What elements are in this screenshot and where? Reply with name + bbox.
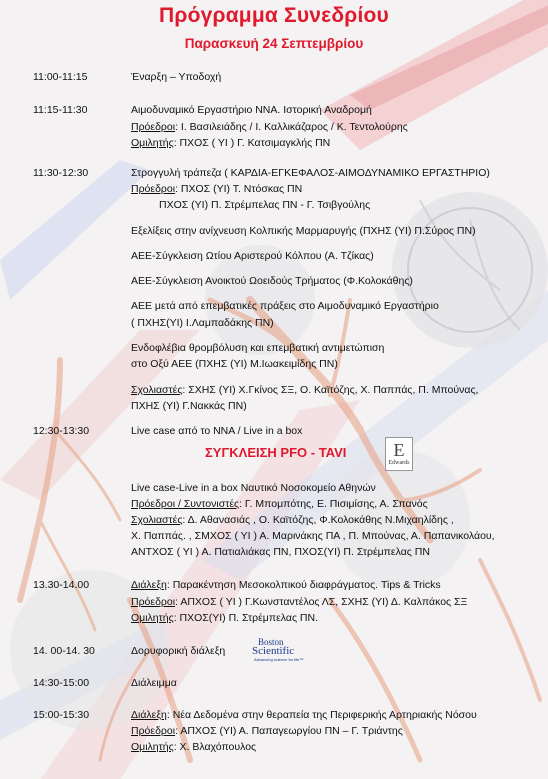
chairs-line [131, 183, 302, 195]
chairs-line [131, 725, 403, 737]
speaker-name: : Χ. Βλαχόπουλος [173, 741, 257, 753]
speaker-name: : ΠΧΟΣ(ΥΙ) Π. Στρέμπελας ΠΝ. [173, 612, 319, 624]
chairs-names: : Ι. Βασιλειάδης / Ι. Καλλικάζαρος / Κ. Τεντολούρης [175, 121, 408, 133]
session-time: 12:30-13:30 [33, 425, 90, 437]
session-title: Live case-Live in a box Ναυτικό Νοσοκομείο Αθηνών [131, 482, 376, 494]
chairs-names: : ΑΠΧΟΣ ( ΥΙ ) Γ.Κωνσταντέλος ΛΣ, ΣΧΗΣ (ΥΙ) Δ. Καλπάκος ΣΞ [175, 596, 468, 608]
session-title: Δορυφορική διάλεξη [131, 645, 226, 657]
session-title: Διάλειμμα [131, 677, 177, 689]
session-time: 14:30-15:00 [33, 677, 90, 689]
session-time: 13.30-14.00 [33, 579, 90, 591]
boston-scientific-logo [252, 637, 310, 665]
discussants-line [131, 514, 454, 526]
session-time: 11:15-11:30 [33, 104, 88, 116]
chairs-names-cont: ΠΧΟΣ (ΥΙ) Π. Στρέμπελας ΠΝ - Γ. Τσιβγούλης [159, 199, 371, 211]
logo-text-boston: Boston [258, 637, 284, 647]
discussants-names-cont: ΠΧΗΣ (ΥΙ) Γ.Νακκάς ΠΝ) [131, 400, 247, 412]
logo-text-scientific: Scientific [252, 645, 295, 657]
lecture-label: Διάλεξη [131, 709, 167, 721]
session-title: Στρογγυλή τράπεζα ( ΚΑΡΔΙΑ-ΕΓΚΕΦΑΛΟΣ-ΑΙΜΟΔΥΝΑΜΙΚΟ ΕΡΓΑΣΤΗΡΙΟ) [131, 167, 490, 179]
lecture-title: : Παρακέντηση Μεσοκολπικού διαφράγματος. Tips & Tricks [166, 579, 441, 591]
page-title: Πρόγραμμα Συνεδρίου [159, 4, 389, 27]
chairs-line [131, 498, 428, 510]
edwards-logo-text: Edwards [388, 460, 410, 466]
talk-item: Ενδοφλέβια θρομβόλυση και επεμβατική αντιμετώπιση [131, 342, 385, 354]
talk-item-cont: ( ΠΧΗΣ(ΥΙ) Ι.Λαμπαδάκης ΠΝ) [131, 317, 274, 329]
chairs-names: : ΠΧΟΣ (ΥΙ) Τ. Ντόσκας ΠΝ [175, 183, 303, 195]
speaker-label: Ομιλητής [131, 137, 174, 149]
chairs-line [131, 596, 467, 608]
lecture-label: Διάλεξη [131, 579, 167, 591]
session-time: 11:00-11:15 [33, 71, 88, 83]
discussants-label: Σχολιαστές [131, 514, 183, 526]
logo-tagline: Advancing science for life™ [254, 657, 304, 662]
speaker-line [131, 612, 318, 624]
chairs-label: Πρόεδροι / Συντονιστές [131, 498, 240, 510]
speaker-line [131, 741, 256, 753]
discussants-names-cont: Χ. Παππάς. , ΣΜΧΟΣ ( ΥΙ ) Α. Μαρινάκης ΠΑ , Π. Μπούνας, Α. Παπανικολάου, [131, 530, 495, 542]
session-time: 11:30-12:30 [33, 167, 89, 179]
lecture-line [131, 709, 477, 721]
page-subtitle: Παρασκευή 24 Σεπτεμβρίου [184, 36, 364, 51]
chairs-label: Πρόεδροι [131, 121, 176, 133]
speaker-label: Ομιλητής [131, 741, 174, 753]
chairs-names: : ΑΠΧΟΣ (ΥΙ) Α. Παπαγεωργίου ΠΝ – Γ. Τριάντης [175, 725, 403, 737]
talk-item: Εξελίξεις στην ανίχνευση Κολπικής Μαρμαρυγής (ΠΧΗΣ (ΥΙ) Π.Σύρος ΠΝ) [131, 225, 476, 237]
session-title: Live case από το ΝΝΑ / Live in a box [131, 425, 303, 437]
talk-item: ΑΕΕ-Σύγκλειση Ωτίου Αριστερού Κόλπου (Α. Τζίκας) [131, 250, 374, 262]
edwards-logo-letter: E [393, 440, 405, 460]
chairs-label: Πρόεδροι [131, 725, 176, 737]
discussants-line [131, 384, 478, 396]
red-session-heading: ΣΥΓΚΛΕΙΣΗ PFO - TAVI [205, 445, 347, 460]
discussants-label: Σχολιαστές [131, 384, 183, 396]
discussants-names: : Δ. Αθανασιάς , Ο. Καϊτόζης, Φ.Κολοκάθης Ν.Μιχαηλίδης , [182, 514, 454, 526]
talk-item-cont: στο Οξύ ΑΕΕ (ΠΧΗΣ (ΥΙ) Μ.Ιωακειμίδης ΠΝ) [131, 358, 338, 370]
lecture-title: : Νέα Δεδομένα στην θεραπεία της Περιφερικής Αρτηριακής Νόσου [166, 709, 477, 721]
session-title: Αιμοδυναμικό Εργαστήριο ΝΝΑ. Ιστορική Αναδρομή [131, 104, 372, 116]
lecture-line [131, 579, 441, 591]
speaker-label: Ομιλητής [131, 612, 174, 624]
chairs-label: Πρόεδροι [131, 183, 176, 195]
speaker-line [131, 137, 330, 149]
talk-item: ΑΕΕ-Σύγκλειση Ανοικτού Ωοειδούς Τρήματος (Φ.Κολοκάθης) [131, 275, 413, 287]
chairs-label: Πρόεδροι [131, 596, 176, 608]
edwards-logo [385, 437, 413, 471]
speaker-name: : ΠΧΟΣ ( ΥΙ ) Γ. Κατσιμαγκλής ΠΝ [173, 137, 331, 149]
session-time: 14. 00-14. 30 [33, 645, 95, 657]
session-time: 15:00-15:30 [33, 709, 90, 721]
talk-item: ΑΕΕ μετά από επεμβατικές πράξεις στο Αιμοδυναμικό Εργαστήριο [131, 300, 439, 312]
session-title: Έναρξη – Υποδοχή [131, 71, 222, 83]
discussants-names: : ΣΧΗΣ (ΥΙ) Χ.Γκίνος ΣΞ, Ο. Καϊτόζης, Χ. Παππάς, Π. Μπούνας, [182, 384, 479, 396]
discussants-names-cont: ΑΝΤΧΟΣ ( ΥΙ ) Α. Πατιαλιάκας ΠΝ, ΠΧΟΣ(ΥΙ) Π. Στρέμπελας ΠΝ [131, 546, 430, 558]
chairs-names: : Γ. Μπομπότης, Ε. Πισιμίσης, Α. Σπανός [239, 498, 428, 510]
chairs-line [131, 121, 408, 133]
